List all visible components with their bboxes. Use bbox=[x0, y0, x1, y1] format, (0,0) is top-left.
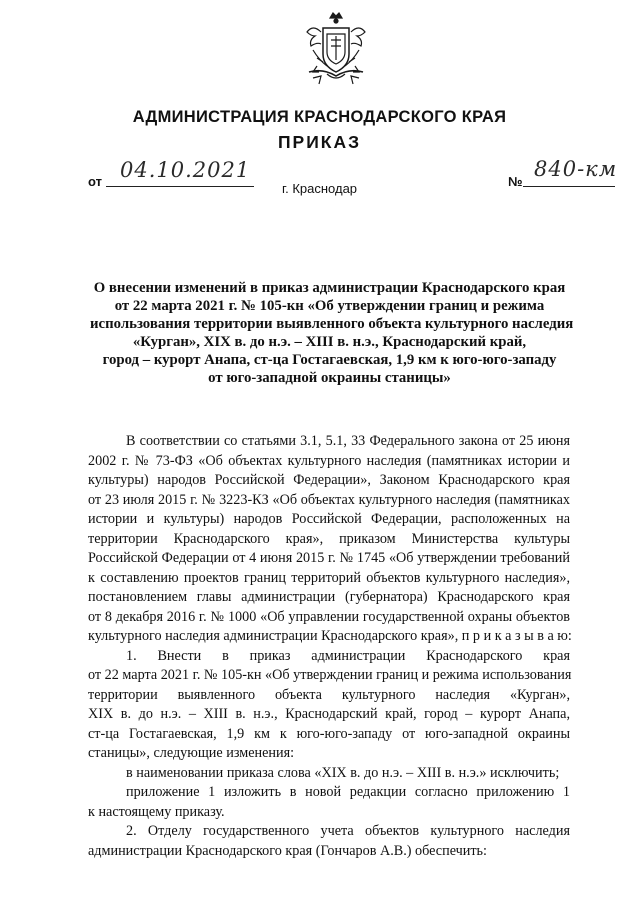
body-line: В соответствии со статьями 3.1, 5.1, 33 Федерального закона от 25 июня bbox=[126, 433, 570, 449]
body-line: Российской Федерации от 4 июня 2015 г. № 1745 «Об утверждении требований bbox=[88, 550, 570, 566]
body-line: 2002 г. № 73-ФЗ «Об объектах культурного наследия (памятниках истории и bbox=[88, 452, 570, 469]
body-line: культурного наследия администрации Краснодарского края», п р и к а з ы в а ю: bbox=[88, 628, 572, 644]
organization-name: АДМИНИСТРАЦИЯ КРАСНОДАРСКОГО КРАЯ bbox=[132, 108, 507, 126]
body-line: от 8 декабря 2016 г. № 1000 «Об управлении государственной охраны объектов bbox=[88, 608, 570, 625]
body-line: постановлением главы администрации (губернатора) Краснодарского края bbox=[88, 589, 570, 605]
document-body bbox=[88, 432, 570, 861]
body-line: станицы», следующие изменения: bbox=[88, 745, 295, 761]
title-line: город – курорт Анапа, ст-ца Гостагаевская, 1,9 км к юго-юго-западу bbox=[102, 352, 557, 368]
body-line: приложение 1 изложить в новой редакции согласно приложению 1 bbox=[126, 784, 570, 800]
body-line: ст-ца Гостагаевская, 1,9 км к юго-юго-западу от юго-западной окраины bbox=[88, 725, 570, 742]
title-line: от 22 марта 2021 г. № 105-кн «Об утверждении границ и режима bbox=[114, 298, 545, 314]
date-handwritten: 04.10.2021 bbox=[120, 158, 251, 182]
coat-of-arms-emblem bbox=[303, 10, 369, 88]
title-line: «Курган», XIX в. до н.э. – XIII в. н.э., Краснодарский край, bbox=[132, 334, 527, 350]
body-line: администрации Краснодарского края (Гончаров А.В.) обеспечить: bbox=[88, 842, 487, 859]
title-line: О внесении изменений в приказ администрации Краснодарского края bbox=[93, 280, 566, 296]
number-label: № bbox=[508, 174, 523, 189]
body-line: от 23 июля 2015 г. № 3223-КЗ «Об объектах культурного наследия (памятниках bbox=[88, 491, 570, 508]
document-type: ПРИКАЗ bbox=[277, 132, 362, 152]
body-line: к составлению проектов границ территорий объектов культурного наследия», bbox=[88, 569, 570, 586]
city-name: г. Краснодар bbox=[281, 181, 358, 196]
body-line: в наименовании приказа слова «XIX в. до н.э. – XIII в. н.э.» исключить; bbox=[126, 764, 560, 781]
body-line: 2. Отделу государственного учета объектов культурного наследия bbox=[126, 823, 570, 839]
title-line: использования территории выявленного объекта культурного наследия bbox=[90, 316, 574, 332]
body-line: территории Краснодарского края», приказом Министерства культуры bbox=[88, 530, 570, 547]
body-line: XIX в. до н.э. – XIII в. н.э., Краснодарский край, город – курорт Анапа, bbox=[88, 706, 570, 722]
date-label: от bbox=[88, 174, 102, 189]
title-line: от юго-западной окраины станицы» bbox=[208, 370, 451, 386]
body-line: культуры) народов Российской Федерации», Законом Краснодарского края bbox=[88, 472, 570, 488]
body-line: 1. Внести в приказ администрации Краснодарского края bbox=[126, 647, 570, 664]
document-title bbox=[90, 279, 574, 387]
number-handwritten: 840-км bbox=[534, 157, 618, 181]
body-line: к настоящему приказу. bbox=[88, 803, 225, 820]
body-line: территории выявленного объекта культурного наследия «Курган», bbox=[88, 686, 570, 703]
body-line: от 22 марта 2021 г. № 105-кн «Об утверждении границ и режима использования bbox=[88, 667, 572, 683]
body-line: истории и культуры) народов Российской Федерации, расположенных на bbox=[88, 511, 570, 527]
